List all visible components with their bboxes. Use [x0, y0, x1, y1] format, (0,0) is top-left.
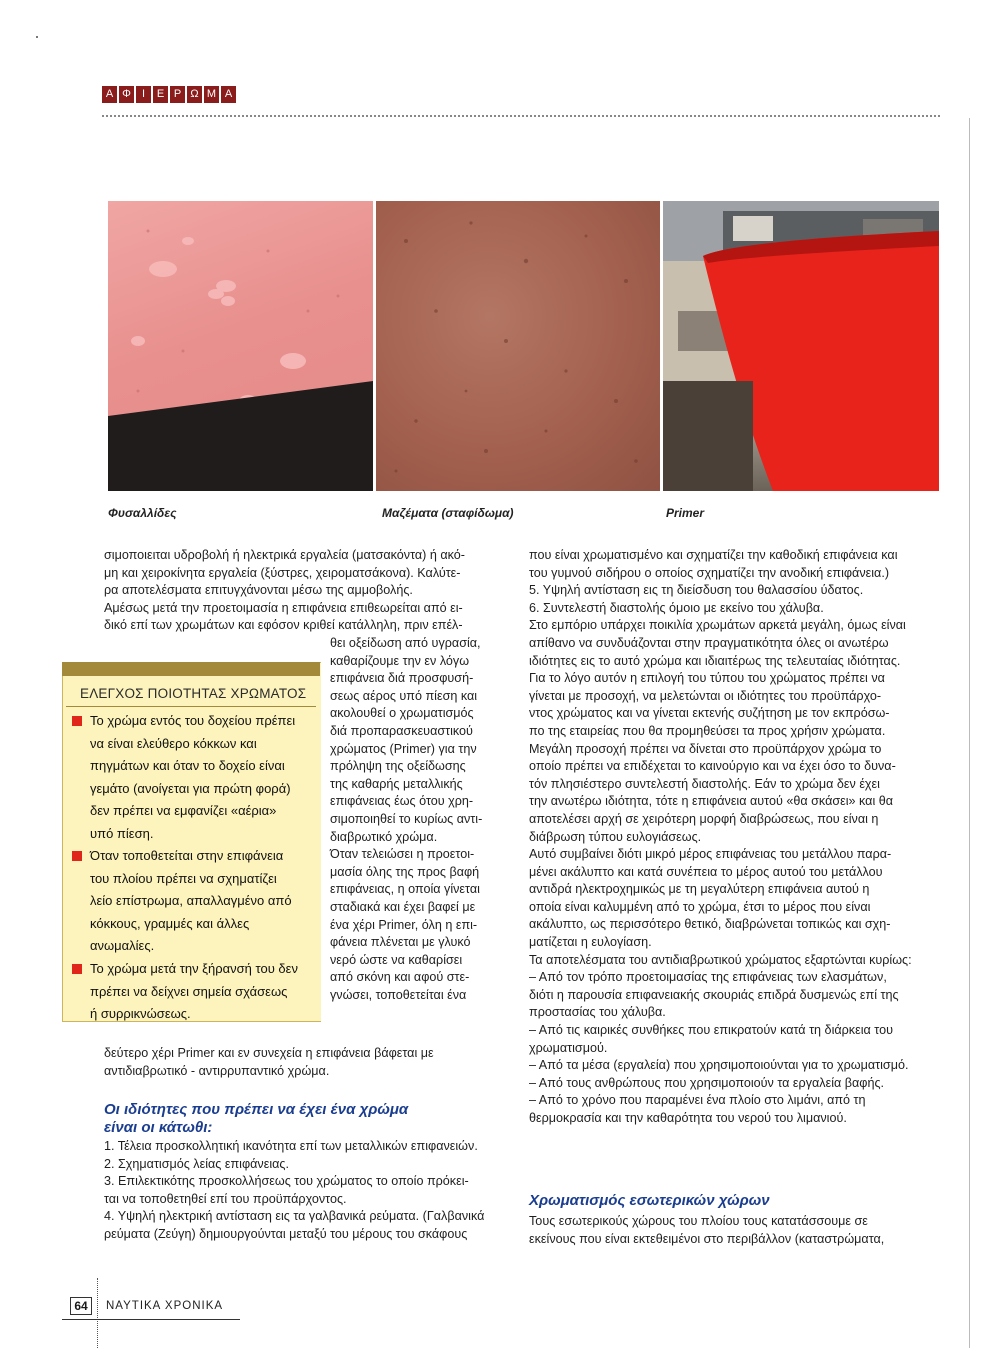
text-line: Αυτό συμβαίνει διότι μικρό μέρος επιφάνειας του μετάλλου παρα-: [529, 847, 892, 862]
text-line: μασία όλης της προς βαφή: [330, 864, 480, 879]
text-line: επιφάνειας έως ότου χρη-: [330, 794, 474, 809]
text-line: μένει ακάλυπτο και κατά συνέπεια το μέρος αυτού του μετάλλου: [529, 864, 883, 879]
text-line: πο της εταιρείας που θα προμηθεύσει τα προς χρήσιν χρώματα.: [529, 723, 886, 738]
text-line: του γυμνού σιδήρου ο οποίος σχηματίζει την ανοδική επιφάνεια.): [529, 565, 890, 580]
section-tag-letter: Ι: [136, 86, 151, 103]
text-line: δικό επί των χρωμάτων και εφόσον κριθεί κατάλληλη, πριν επέλ-: [104, 618, 463, 633]
figure-caption-primer: Primer: [666, 506, 705, 520]
photo-blisters: [108, 201, 373, 491]
box-line: πρέπει να δείχνει σημεία σχάσεως: [90, 983, 288, 999]
text-line: σιμοποιειται υδροβολή ή ηλεκτρικά εργαλεία (ματσακόντα) ή ακό-: [104, 548, 465, 562]
heading-line: είναι οι κάτωθι:: [104, 1119, 213, 1136]
box-line: γεμάτο (ανοίγεται για πρώτη φορά): [90, 780, 291, 796]
text-line: 5. Υψηλή αντίσταση εις τη διείσδυση του θαλασσίου ύδατος.: [529, 583, 864, 598]
red-square-bullet-icon: [72, 964, 82, 974]
text-line: οποίο πρέπει να επιδέχεται το καινούργιο και να έχει όσο το δυνα-: [529, 759, 896, 774]
text-line: αντιδιαβρωτικό - αντιρρυπαντικό χρώμα.: [104, 1063, 330, 1078]
text-line: καθαρίζουμε την εν λόγω: [330, 653, 470, 668]
quality-control-item: [72, 958, 316, 1026]
text-line: νερό ώστε να καθαρίσει: [330, 952, 463, 967]
photo-primer-ship: [663, 201, 939, 491]
text-line: – Από τα μέσα (εργαλεία) που χρησιμοποιούνται για το χρωματισμό.: [529, 1058, 909, 1073]
text-line: – Από τους ανθρώπους που χρησιμοποιούν τα εργαλεία βαφής.: [529, 1075, 885, 1090]
box-line: υπό πίεση.: [90, 825, 154, 841]
text-line: αποτελέσει αρχή σε χειρότερη μορφή διαβρώσεως, που είναι η: [529, 811, 879, 826]
scan-speck: [36, 36, 38, 38]
text-line: της καθαρής μεταλλικής: [330, 776, 463, 791]
quality-control-item: [72, 845, 316, 958]
text-line: γίνεται με προσοχή, να μελετώνται οι ιδιότητες του προϋπάρχο-: [529, 688, 882, 703]
text-line: που είναι χρωματισμένο και σχηματίζει την καθοδική επιφάνεια και: [529, 548, 898, 562]
text-line: σεως αέρος υπό πίεση και: [330, 688, 478, 703]
list-item: 4. Υψηλή ηλεκτρική αντίσταση εις τα γαλβανικά ρεύματα. (Γαλβανικά: [104, 1209, 485, 1224]
box-line: Το χρώμα εντός του δοχείου πρέπει: [90, 713, 296, 728]
figure-caption-blisters: Φυσαλλίδες: [108, 506, 177, 520]
text-line: ματίζεται η ευλογίαση.: [529, 935, 652, 950]
list-item: 2. Σχηματισμός λείας επιφάνειας.: [104, 1156, 289, 1171]
text-line: – Από τον τρόπο προετοιμασίας της επιφάνειας των ελασμάτων,: [529, 970, 887, 985]
box-line: κόκκους, γραμμές και άλλες: [90, 915, 250, 931]
box-line: Όταν τοποθετείται στην επιφάνεια: [90, 848, 284, 863]
interior-painting-heading: Χρωματισμός εσωτερικών χώρων: [529, 1192, 770, 1209]
left-column-intro: [104, 547, 522, 635]
text-line: οποία είναι καλυμμένη από το χρώμα, έτσι το μέρος που είναι: [529, 899, 871, 914]
text-line: Στο εμπόριο υπάρχει ποικιλία χρωμάτων αρκετά μεγάλη, όμως είναι: [529, 618, 906, 633]
section-tag-letter: Φ: [119, 86, 134, 103]
text-line: χρωματισμού.: [529, 1040, 608, 1055]
figure-caption-wrinkling: Μαζέματα (σταφίδωμα): [382, 506, 514, 520]
text-line: τόν πλησιέστερο συντελεστή διαστολής. Εάν το χρώμα δεν έχει: [529, 776, 880, 791]
text-line: Τα αποτελέσματα του αντιδιαβρωτικού χρώματος εξαρτώνται κυρίως:: [529, 952, 912, 967]
text-line: σταδιακά και έχει βαφεί με: [330, 899, 476, 914]
list-item: 3. Επιλεκτικότης προσκολλήσεως του χρώματος το οποίο πρόκει-: [104, 1174, 469, 1189]
section-tag-letter: Α: [102, 86, 117, 103]
box-line: πηγμάτων και όταν το δοχείο είναι: [90, 758, 285, 773]
red-square-bullet-icon: [72, 716, 82, 726]
text-line: ρα αποτελέσματα επιτυγχάνονται μέσω της αμμοβολής.: [104, 583, 413, 598]
text-line: ιδιότητες εις το αυτό χρώμα και ιδιαιτέρως της τελευταίας ιδιότητας.: [529, 653, 901, 668]
text-line: γνώσει, τοποθετείται ένα: [330, 987, 467, 1002]
box-line: ή συρρικνώσεως.: [90, 1006, 191, 1021]
left-column-outro: [104, 1045, 522, 1080]
section-tag: [102, 86, 236, 103]
list-item: ται να τοποθετηθεί επί του προϋπάρχοντος.: [104, 1191, 347, 1206]
text-line: ακάλυπτο, ως περισσότερο θετικό, διαβρώνεται τοπικώς και σχη-: [529, 917, 891, 932]
footer-rule: [62, 1319, 240, 1320]
list-item: 1. Τέλεια προσκολλητική ικανότητα επί των μεταλλικών επιφανειών.: [104, 1139, 478, 1153]
text-line: απίθανο να συνδυάζονται στην πραγματικότητα όλες οι ανωτέρω: [529, 635, 889, 650]
text-line: φάνεια πλένεται με γλυκό: [330, 935, 471, 950]
properties-list: [104, 1138, 524, 1244]
quality-control-box-header-bar: [62, 662, 320, 676]
properties-heading: [104, 1101, 524, 1137]
text-line: – Από τις καιρικές συνθήκες που επικρατούν κατά τη διάρκεια του: [529, 1023, 893, 1038]
text-line: ακολουθεί ο χρωματισμός: [330, 706, 474, 721]
text-line: – Από το χρόνο που παραμένει ένα πλοίο στο λιμάνι, από τη: [529, 1093, 866, 1108]
text-line: επιφάνειας, η οποία γίνεται: [330, 882, 480, 897]
text-line: διά προπαρασκευαστικού: [330, 723, 473, 738]
text-line: Όταν τελειώσει η προετοι-: [330, 847, 475, 862]
text-line: ντος χρώματος και να γίνεται εκτενής συζήτηση με τον εκπρόσω-: [529, 706, 890, 721]
quality-control-box-title: ΕΛΕΓΧΟΣ ΠΟΙΟΤΗΤΑΣ ΧΡΩΜΑΤΟΣ: [80, 686, 307, 701]
text-line: θερμοκρασία και την καθαρότητα του νερού του λιμανιού.: [529, 1111, 847, 1125]
right-column-after-heading: [529, 1213, 941, 1248]
header-dotted-rule: [102, 115, 940, 117]
box-line: ανωμαλίες.: [90, 938, 155, 953]
text-line: Τους εσωτερικούς χώρους του πλοίου τους κατατάσσουμε σε: [529, 1214, 868, 1228]
section-tag-letter: Ε: [153, 86, 168, 103]
text-line: πρόληψη της οξείδωσης: [330, 759, 466, 774]
left-column-wrap: [330, 635, 520, 1004]
text-line: από σκόνη και αφού στε-: [330, 970, 470, 985]
box-line: δεν πρέπει να εμφανίζει «αέρια»: [90, 803, 277, 818]
page-number: 64: [70, 1297, 92, 1315]
section-tag-letter: Α: [221, 86, 236, 103]
section-tag-letter: Μ: [204, 86, 219, 103]
right-column: [529, 547, 941, 1128]
text-line: δεύτερο χέρι Primer και εν συνεχεία η επιφάνεια βάφεται με: [104, 1046, 434, 1060]
text-line: προστασίας του χάλυβα.: [529, 1005, 666, 1020]
text-line: Για το λόγο αυτόν η επιλογή του τύπου του χρώματος πρέπει να: [529, 671, 885, 686]
text-line: αντιδρά ηλεκτροχημικώς με τη μεγαλύτερη επιφάνεια αυτού η: [529, 882, 870, 897]
red-square-bullet-icon: [72, 851, 82, 861]
text-line: χρώματος (Primer) για την: [330, 741, 477, 756]
text-line: ένα χέρι Primer, όλη η επι-: [330, 917, 478, 932]
list-item: ρεύματα (Ζεύγη) δημιουργούνται μεταξύ του μέρους του σκάφους: [104, 1226, 468, 1241]
box-line: λείο επίστρωμα, απαλλαγμένο από: [90, 893, 292, 908]
box-line: να είναι ελεύθερο κόκκων και: [90, 735, 257, 751]
quality-control-box-rule: [66, 706, 316, 707]
section-tag-letter: Ρ: [170, 86, 185, 103]
text-line: Μεγάλη προσοχή πρέπει να δίνεται στο προϋπάρχον χρώμα το: [529, 741, 882, 756]
text-line: σιμοποιηθεί το κυρίως αντι-: [330, 811, 483, 826]
box-line: Το χρώμα μετά την ξήρανσή του δεν: [90, 961, 298, 976]
text-line: διάβρωση τύπου ευλογιάσεως.: [529, 829, 702, 844]
text-line: μη και χειροκίνητα εργαλεία (ξύστρες, χειροματσάκονα). Καλύτε-: [104, 565, 461, 580]
text-line: 6. Συντελεστή διαστολής όμοιο με εκείνο του χάλυβα.: [529, 600, 824, 615]
section-tag-letter: Ω: [187, 86, 202, 103]
heading-line: Οι ιδιότητες που πρέπει να έχει ένα χρώμα: [104, 1101, 409, 1118]
magazine-title: ΝΑΥΤΙΚΑ ΧΡΟΝΙΚΑ: [106, 1300, 224, 1312]
text-line: Αμέσως μετά την προετοιμασία η επιφάνεια επιθεωρείται από ει-: [104, 600, 463, 615]
quality-control-item: [72, 710, 316, 845]
box-line: του πλοίου πρέπει να σχηματίζει: [90, 870, 277, 886]
text-line: διότι η παρουσία επιφανειακής σκουριάς επιδρά δυσμενώς επί της: [529, 987, 899, 1002]
text-line: την ανωτέρω ιδιότητα, τότε η επιφάνεια αυτού «θα σκάσει» και θα: [529, 794, 894, 809]
photo-wrinkling: [376, 201, 660, 491]
page-edge-rule: [969, 118, 970, 1348]
text-line: διαβρωτικό χρώμα.: [330, 829, 438, 844]
text-line: επιφάνεια διά προσφυσή-: [330, 671, 474, 686]
text-line: θει οξείδωση από υγρασία,: [330, 636, 481, 650]
text-line: εκείνους που είναι εκτεθειμένοι στο περιβάλλον (καταστρώματα,: [529, 1231, 885, 1246]
footer-dotted-divider: [97, 1278, 98, 1348]
